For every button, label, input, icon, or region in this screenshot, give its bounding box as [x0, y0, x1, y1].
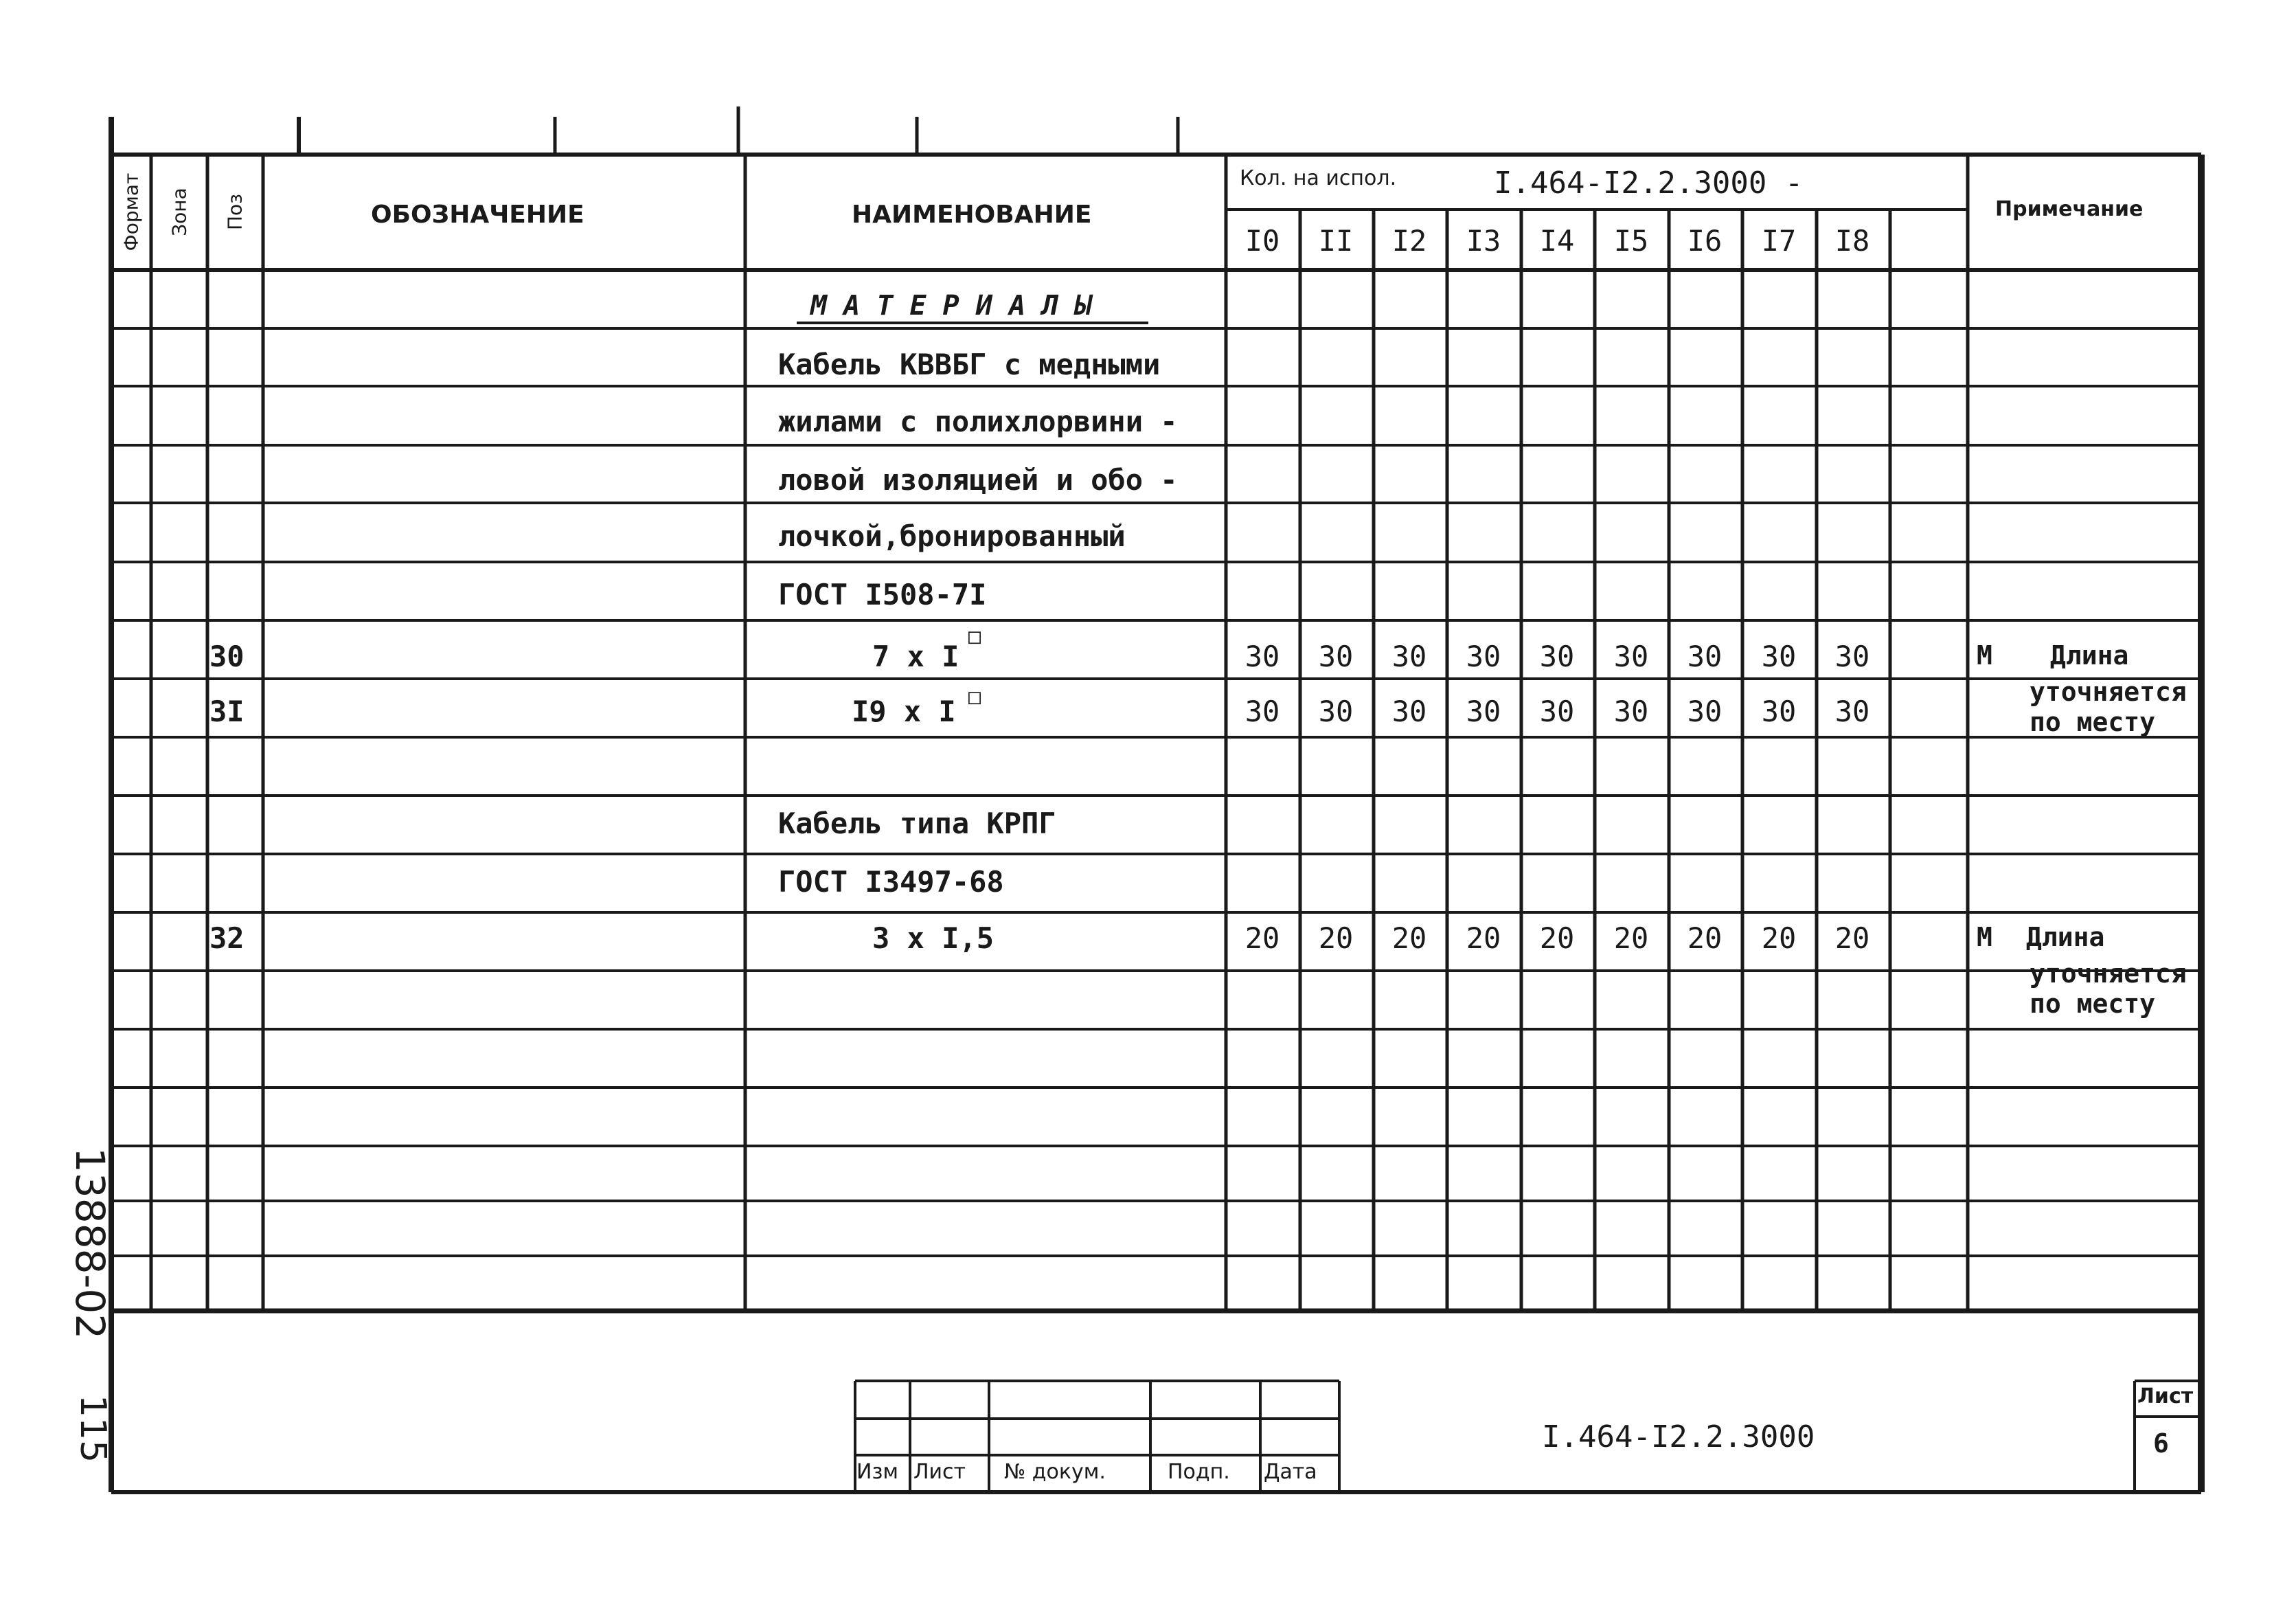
qty-cell: 30	[1687, 640, 1723, 673]
qty-cell: 20	[1244, 921, 1280, 955]
qty-cell: 20	[1318, 921, 1354, 955]
qty-cell: 30	[1834, 640, 1870, 673]
qty-cell: 30	[1244, 695, 1280, 728]
item-name: Кабель типа КРПГ	[778, 807, 1056, 840]
variant-header: I0	[1244, 224, 1280, 258]
title-label-change: Изм	[856, 1460, 899, 1484]
unit-mark: □	[968, 685, 981, 709]
qty-cell: 30	[1687, 695, 1723, 728]
page-number: 115	[72, 1395, 113, 1463]
qty-cell: 30	[1391, 695, 1427, 728]
note-text: по месту	[2030, 707, 2156, 737]
column-header-pos: Поз	[223, 193, 247, 231]
qty-cell: 30	[1318, 695, 1354, 728]
section-title-materials: М А Т Е Р И А Л Ы	[810, 290, 1092, 322]
column-header-note: Примечание	[1995, 197, 2144, 221]
qty-cell: 30	[1539, 640, 1575, 673]
variant-header: I2	[1391, 224, 1427, 258]
item-name: ГОСТ I508-7I	[778, 578, 987, 611]
qty-cell: 30	[1761, 640, 1797, 673]
qty-cell: 30	[1391, 640, 1427, 673]
title-label-sheet: Лист	[913, 1460, 966, 1484]
item-size: 3 x I,5	[872, 921, 994, 955]
position-number: 3I	[209, 695, 245, 728]
item-name: ГОСТ I3497-68	[778, 865, 1004, 899]
qty-cell: 30	[1466, 640, 1501, 673]
note-text: Длина	[2050, 640, 2129, 671]
column-header-name: НАИМЕНОВАНИЕ	[852, 201, 1092, 229]
qty-cell: 30	[1244, 640, 1280, 673]
note-text: Длина	[2026, 922, 2105, 952]
qty-cell: 30	[1834, 695, 1870, 728]
qty-cell: 20	[1391, 921, 1427, 955]
note-unit-code: М	[1977, 922, 1992, 952]
variant-header: I5	[1613, 224, 1649, 258]
title-label-date: Дата	[1264, 1460, 1317, 1484]
item-name: Кабель КВВБГ с медными	[778, 348, 1161, 381]
item-size: 7 x I	[872, 640, 959, 673]
qty-cell: 20	[1539, 921, 1575, 955]
column-header-format: Формат	[120, 172, 143, 251]
title-label-doc-number: № докум.	[1004, 1460, 1106, 1484]
qty-cell: 20	[1466, 921, 1501, 955]
position-number: 30	[209, 640, 245, 673]
qty-cell: 30	[1613, 695, 1649, 728]
qty-cell: 20	[1834, 921, 1870, 955]
item-name: лочкой,бронированный	[778, 519, 1126, 553]
qty-header-doc: I.464-I2.2.3000 -	[1494, 166, 1804, 201]
qty-header-label: Кол. на испол.	[1240, 166, 1397, 190]
note-text: уточняется	[2030, 677, 2187, 707]
variant-header: I4	[1539, 224, 1575, 258]
qty-cell: 30	[1613, 640, 1649, 673]
qty-cell: 20	[1613, 921, 1649, 955]
variant-header: I8	[1834, 224, 1870, 258]
variant-header: I7	[1761, 224, 1797, 258]
position-number: 32	[209, 921, 245, 955]
qty-cell: 20	[1687, 921, 1723, 955]
item-size: I9 x I	[852, 695, 956, 728]
qty-cell: 20	[1761, 921, 1797, 955]
variant-header: I3	[1466, 224, 1501, 258]
sheet-number: 6	[2153, 1428, 2169, 1459]
column-header-designation: ОБОЗНАЧЕНИЕ	[371, 201, 584, 229]
document-number: I.464-I2.2.3000	[1542, 1419, 1815, 1454]
archive-number: 13888-02	[67, 1147, 113, 1340]
unit-mark: □	[968, 624, 981, 649]
note-text: по месту	[2030, 989, 2156, 1019]
title-label-signature: Подп.	[1168, 1460, 1230, 1484]
qty-cell: 30	[1761, 695, 1797, 728]
qty-cell: 30	[1466, 695, 1501, 728]
note-text: уточняется	[2030, 958, 2187, 989]
item-name: жилами с полихлорвини -	[778, 405, 1178, 438]
item-name: ловой изоляцией и обо -	[778, 463, 1178, 497]
variant-header: II	[1318, 224, 1354, 258]
note-unit-code: М	[1977, 640, 1992, 671]
qty-cell: 30	[1318, 640, 1354, 673]
variant-header: I6	[1687, 224, 1723, 258]
sheet-label: Лист	[2137, 1384, 2194, 1408]
qty-cell: 30	[1539, 695, 1575, 728]
column-header-zone: Зона	[168, 188, 191, 236]
